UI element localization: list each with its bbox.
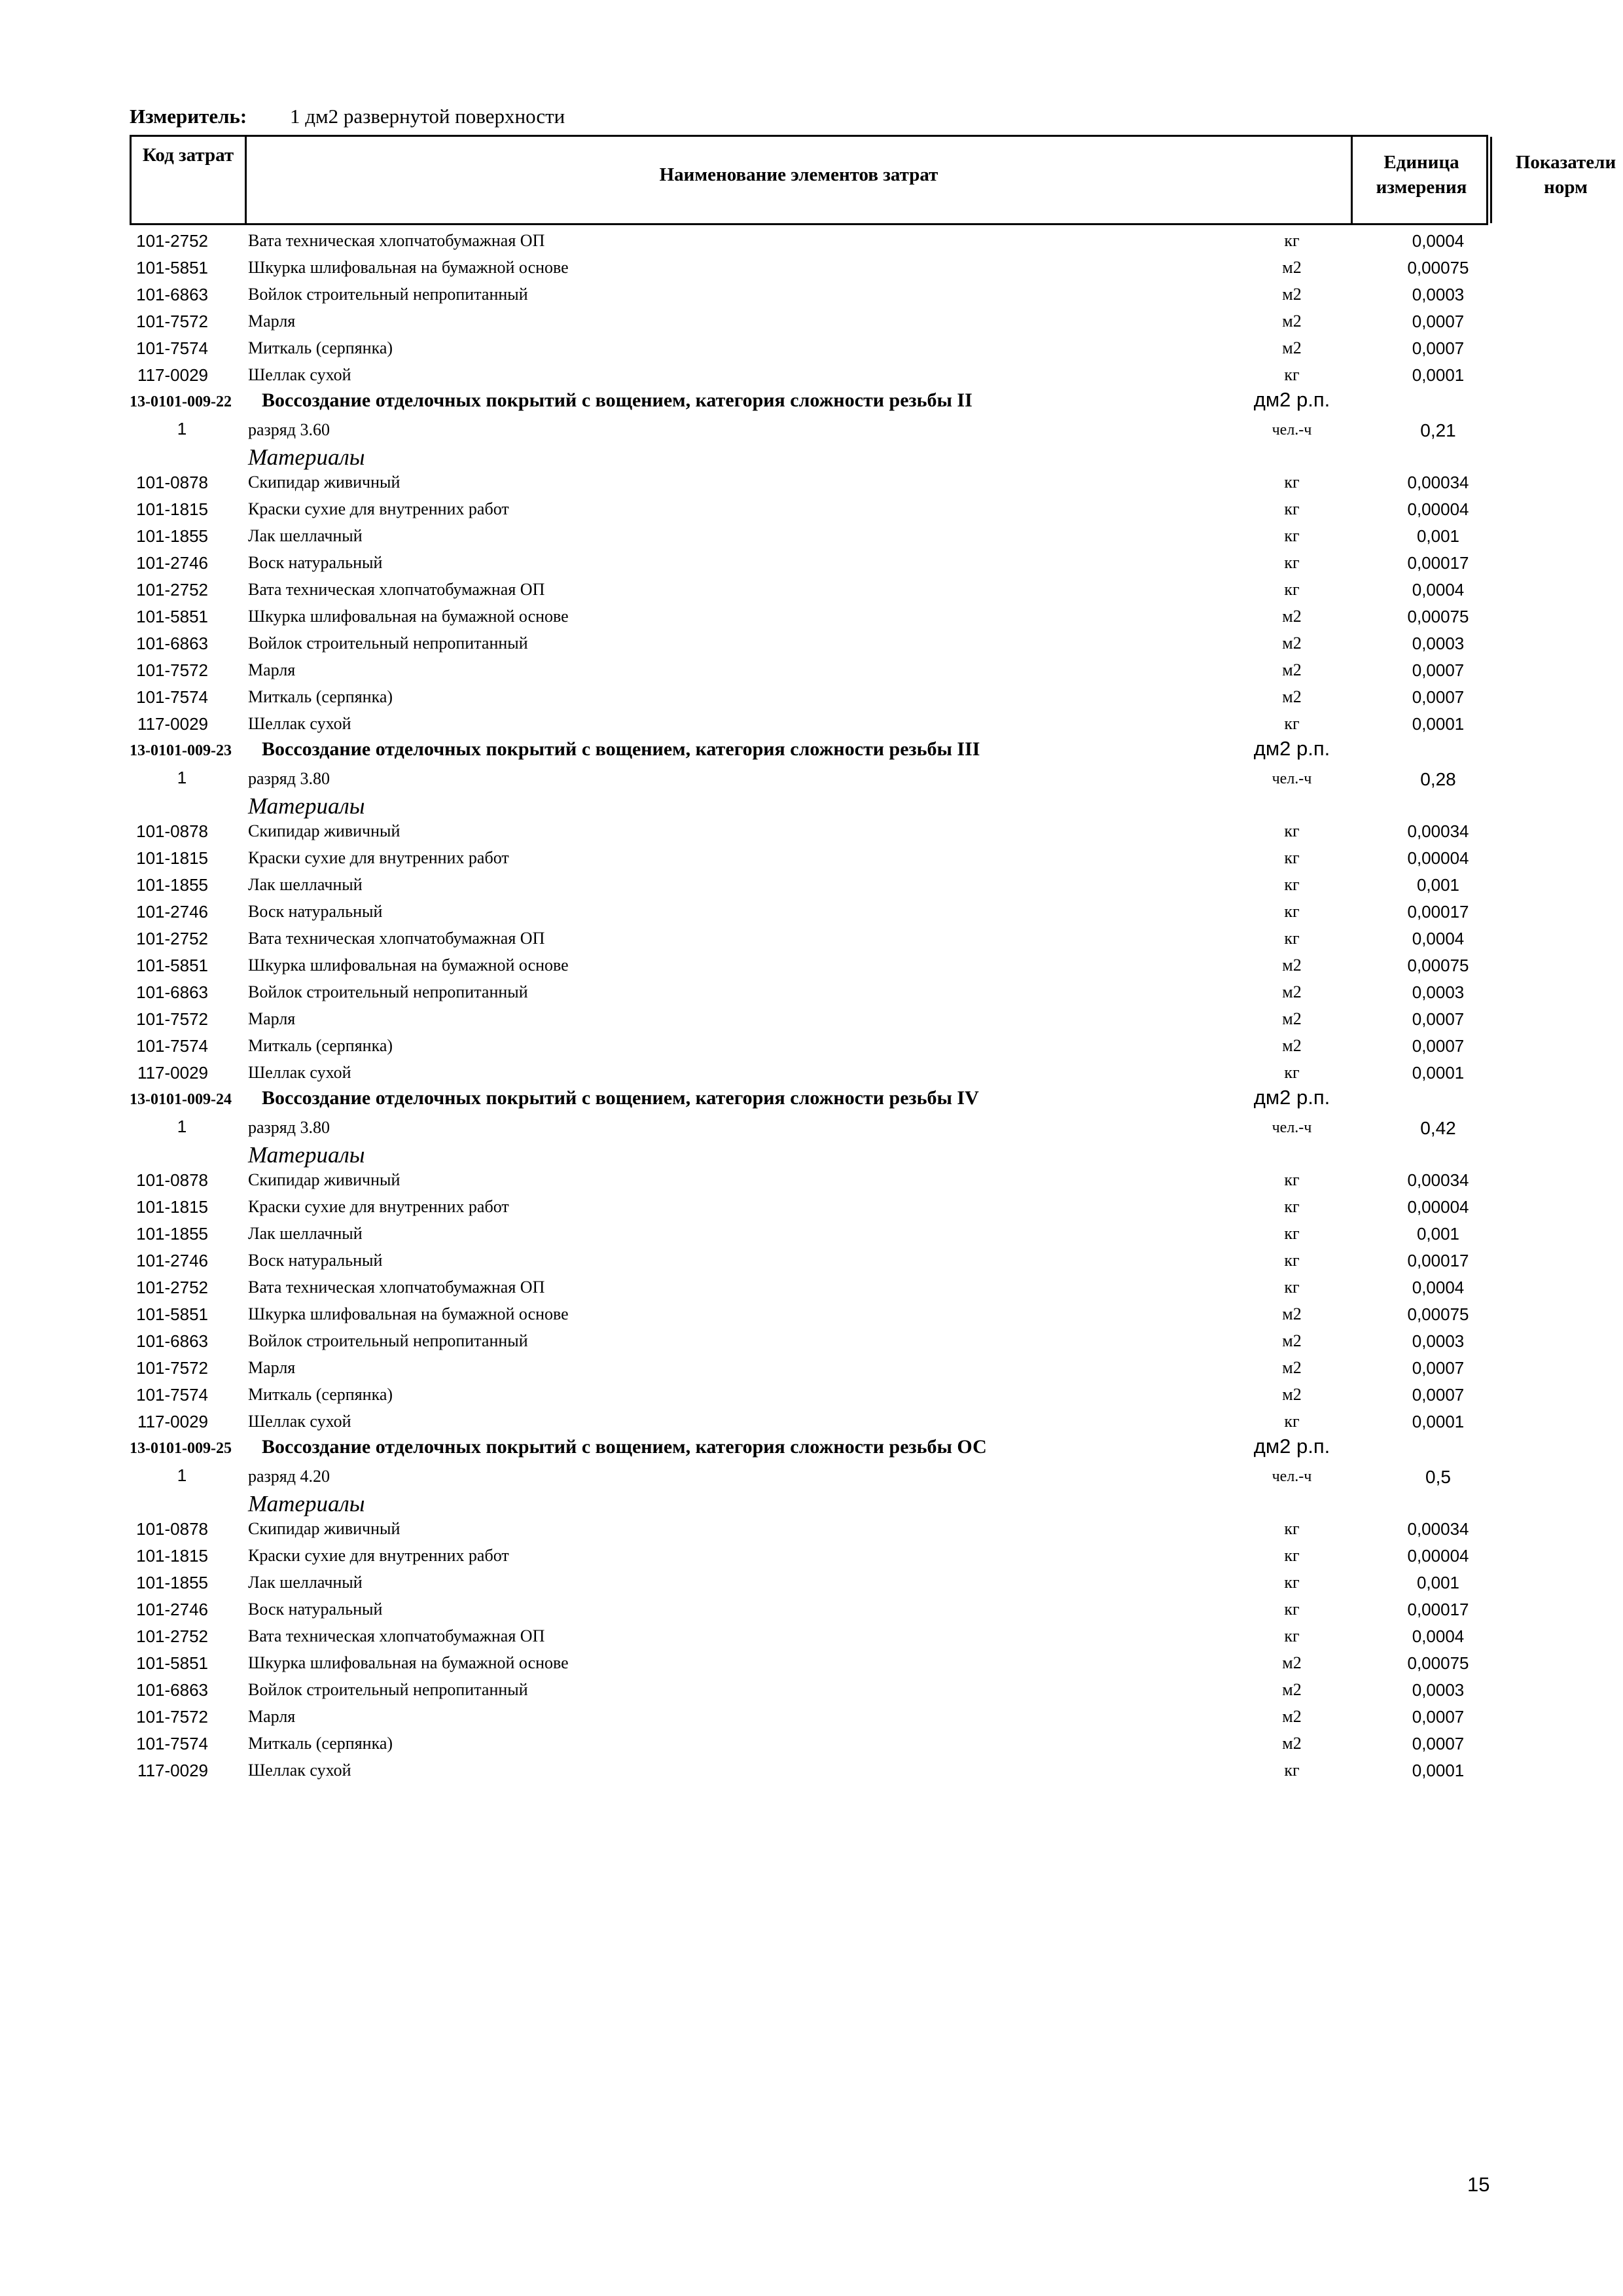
table-row bbox=[0, 1192, 1623, 1219]
cost-code: 101-6863 bbox=[136, 982, 208, 1002]
cost-code: 101-0878 bbox=[136, 1170, 208, 1190]
unit: кг bbox=[1284, 848, 1300, 867]
materials-heading-row bbox=[0, 789, 1623, 819]
table-row bbox=[0, 1165, 1623, 1192]
element-name: Войлок строительный непропитанный bbox=[248, 982, 528, 1001]
table-row bbox=[0, 333, 1623, 360]
unit: кг bbox=[1284, 1600, 1300, 1619]
norm-value: 0,00034 bbox=[1407, 1519, 1469, 1539]
unit: чел.-ч bbox=[1272, 422, 1312, 439]
cost-code: 101-2746 bbox=[136, 553, 208, 573]
element-name: Материалы bbox=[248, 793, 365, 819]
table-row bbox=[0, 1514, 1623, 1541]
norm-value: 0,0004 bbox=[1412, 1278, 1465, 1297]
element-name: Скипидар живичный bbox=[248, 1170, 401, 1189]
table-row bbox=[0, 1568, 1623, 1594]
table-row bbox=[0, 1246, 1623, 1272]
element-name: Вата техническая хлопчатобумажная ОП bbox=[248, 1626, 545, 1645]
cost-code: 1 bbox=[177, 1117, 187, 1136]
unit: чел.-ч bbox=[1272, 1119, 1312, 1136]
cost-code: 1 bbox=[177, 1465, 187, 1485]
norm-value: 0,00004 bbox=[1407, 1197, 1469, 1217]
norm-value: 0,0003 bbox=[1412, 634, 1465, 653]
table-row bbox=[0, 494, 1623, 521]
element-name: Шкурка шлифовальная на бумажной основе bbox=[248, 607, 569, 626]
norm-value: 0,0001 bbox=[1412, 365, 1465, 385]
norm-value: 0,0001 bbox=[1412, 1761, 1465, 1780]
unit: м2 bbox=[1282, 982, 1302, 1001]
cost-code: 1 bbox=[177, 768, 187, 787]
cost-code: 101-5851 bbox=[136, 1304, 208, 1324]
cost-code: 117-0029 bbox=[137, 365, 208, 385]
header-norm-line1: Показатели bbox=[1515, 152, 1616, 173]
table-row bbox=[0, 870, 1623, 897]
table-row bbox=[0, 655, 1623, 682]
norm-value: 0,00075 bbox=[1407, 607, 1469, 626]
element-name: Миткаль (серпянка) bbox=[248, 1036, 393, 1055]
header-norm-line2: норм bbox=[1544, 177, 1588, 198]
unit: м2 bbox=[1282, 285, 1302, 304]
element-name: Воск натуральный bbox=[248, 553, 383, 572]
element-name: Шеллак сухой bbox=[248, 714, 351, 733]
element-name: Шеллак сухой bbox=[248, 1412, 351, 1431]
norm-value: 0,00017 bbox=[1407, 1251, 1469, 1270]
cost-code: 101-0878 bbox=[136, 473, 208, 492]
element-name: Краски сухие для внутренних работ bbox=[248, 848, 509, 867]
element-name: Краски сухие для внутренних работ bbox=[248, 499, 509, 518]
unit: кг bbox=[1284, 1251, 1300, 1270]
element-name: разряд 3.60 bbox=[248, 420, 330, 439]
table-row bbox=[0, 1755, 1623, 1782]
unit: м2 bbox=[1282, 1358, 1302, 1377]
cost-code: 101-2746 bbox=[136, 902, 208, 922]
norm-value: 0,00017 bbox=[1407, 902, 1469, 922]
norm-value: 0,0004 bbox=[1412, 231, 1465, 251]
materials-heading-row bbox=[0, 440, 1623, 470]
table-header bbox=[130, 135, 1616, 225]
cost-code: 101-2746 bbox=[136, 1251, 208, 1270]
norm-value: 0,00075 bbox=[1407, 258, 1469, 278]
unit: чел.-ч bbox=[1272, 1468, 1312, 1485]
norm-value: 0,21 bbox=[1420, 420, 1456, 440]
element-name: Вата техническая хлопчатобумажная ОП bbox=[248, 231, 545, 250]
element-name: Вата техническая хлопчатобумажная ОП bbox=[248, 580, 545, 599]
unit: м2 bbox=[1282, 1036, 1302, 1055]
cost-code: 13-0101-009-22 bbox=[130, 393, 232, 410]
meter-value: 1 дм2 развернутой поверхности bbox=[290, 105, 565, 128]
unit: кг bbox=[1284, 580, 1300, 599]
table-row bbox=[0, 521, 1623, 548]
cost-code: 101-1815 bbox=[136, 848, 208, 868]
table-row bbox=[0, 1326, 1623, 1353]
element-name: Воссоздание отделочных покрытий с вощением, категория сложности резьбы II bbox=[262, 389, 972, 411]
table-row bbox=[0, 1594, 1623, 1621]
labor-row bbox=[0, 1111, 1623, 1138]
table-row bbox=[0, 1729, 1623, 1755]
unit: кг bbox=[1284, 553, 1300, 572]
table-row bbox=[0, 628, 1623, 655]
cost-code: 117-0029 bbox=[137, 1412, 208, 1431]
materials-heading-row bbox=[0, 1138, 1623, 1168]
table-row bbox=[0, 467, 1623, 494]
unit: дм2 р.п. bbox=[1253, 737, 1330, 760]
element-name: Шеллак сухой bbox=[248, 1761, 351, 1780]
unit: кг bbox=[1284, 875, 1300, 894]
table-row bbox=[0, 1004, 1623, 1031]
norm-value: 0,0007 bbox=[1412, 1385, 1465, 1405]
norm-value: 0,0004 bbox=[1412, 580, 1465, 600]
unit: чел.-ч bbox=[1272, 770, 1312, 787]
element-name: Лак шеллачный bbox=[248, 526, 363, 545]
element-name: Воск натуральный bbox=[248, 1251, 383, 1270]
cost-code: 101-7572 bbox=[136, 1009, 208, 1029]
cost-code: 101-2746 bbox=[136, 1600, 208, 1619]
cost-code: 101-6863 bbox=[136, 1331, 208, 1351]
table-row bbox=[0, 601, 1623, 628]
element-name: Шкурка шлифовальная на бумажной основе bbox=[248, 1653, 569, 1672]
norm-value: 0,5 bbox=[1425, 1467, 1451, 1487]
element-name: Марля bbox=[248, 1009, 296, 1028]
element-name: Марля bbox=[248, 1707, 296, 1726]
element-name: Войлок строительный непропитанный bbox=[248, 1331, 528, 1350]
element-name: Краски сухие для внутренних работ bbox=[248, 1197, 509, 1216]
table-row bbox=[0, 253, 1623, 279]
cost-code: 101-1855 bbox=[136, 526, 208, 546]
element-name: Воссоздание отделочных покрытий с вощением, категория сложности резьбы III bbox=[262, 738, 980, 760]
cost-code: 101-0878 bbox=[136, 1519, 208, 1539]
element-name: Материалы bbox=[248, 1142, 365, 1168]
unit: м2 bbox=[1282, 1304, 1302, 1323]
element-name: Войлок строительный непропитанный bbox=[248, 1680, 528, 1699]
unit: м2 bbox=[1282, 1009, 1302, 1028]
element-name: Марля bbox=[248, 1358, 296, 1377]
cost-code: 101-2752 bbox=[136, 1626, 208, 1646]
norm-value: 0,0003 bbox=[1412, 1680, 1465, 1700]
unit: дм2 р.п. bbox=[1253, 388, 1330, 411]
element-name: Скипидар живичный bbox=[248, 821, 401, 840]
unit: кг bbox=[1284, 1224, 1300, 1243]
norm-value: 0,0007 bbox=[1412, 1734, 1465, 1753]
cost-code: 101-7572 bbox=[136, 660, 208, 680]
unit: м2 bbox=[1282, 1385, 1302, 1404]
unit: м2 bbox=[1282, 312, 1302, 331]
element-name: Лак шеллачный bbox=[248, 1573, 363, 1592]
element-name: Войлок строительный непропитанный bbox=[248, 285, 528, 304]
unit: м2 bbox=[1282, 956, 1302, 975]
header-name: Наименование элементов затрат bbox=[247, 137, 1353, 223]
element-name: Миткаль (серпянка) bbox=[248, 687, 393, 706]
unit: м2 bbox=[1282, 1331, 1302, 1350]
cost-code: 101-6863 bbox=[136, 1680, 208, 1700]
table-row bbox=[0, 1541, 1623, 1568]
section-row bbox=[0, 1433, 1623, 1460]
unit: кг bbox=[1284, 1546, 1300, 1565]
norm-value: 0,0007 bbox=[1412, 687, 1465, 707]
element-name: разряд 3.80 bbox=[248, 1118, 330, 1137]
section-row bbox=[0, 387, 1623, 414]
table-row bbox=[0, 843, 1623, 870]
unit: дм2 р.п. bbox=[1253, 1435, 1330, 1458]
element-name: Лак шеллачный bbox=[248, 1224, 363, 1243]
cost-code: 101-7574 bbox=[136, 1036, 208, 1056]
norm-value: 0,001 bbox=[1416, 526, 1460, 546]
element-name: Шкурка шлифовальная на бумажной основе bbox=[248, 258, 569, 277]
norm-value: 0,00075 bbox=[1407, 956, 1469, 975]
table-row bbox=[0, 682, 1623, 709]
table-row bbox=[0, 924, 1623, 950]
header-norm bbox=[1492, 137, 1623, 223]
cost-code: 101-5851 bbox=[136, 258, 208, 278]
table-row bbox=[0, 1219, 1623, 1246]
norm-value: 0,0007 bbox=[1412, 1358, 1465, 1378]
cost-code: 101-1815 bbox=[136, 1197, 208, 1217]
cost-code: 101-6863 bbox=[136, 634, 208, 653]
element-name: Воск натуральный bbox=[248, 902, 383, 921]
table-row bbox=[0, 1353, 1623, 1380]
element-name: Миткаль (серпянка) bbox=[248, 1734, 393, 1753]
cost-code: 101-5851 bbox=[136, 1653, 208, 1673]
element-name: Воск натуральный bbox=[248, 1600, 383, 1619]
unit: кг bbox=[1284, 526, 1300, 545]
meter-label: Измеритель: bbox=[130, 105, 247, 128]
table-row bbox=[0, 306, 1623, 333]
section-row bbox=[0, 1085, 1623, 1111]
cost-code: 101-1815 bbox=[136, 499, 208, 519]
norm-value: 0,0001 bbox=[1412, 1063, 1465, 1083]
labor-row bbox=[0, 762, 1623, 789]
unit: кг bbox=[1284, 1626, 1300, 1645]
norm-value: 0,0007 bbox=[1412, 660, 1465, 680]
table-row bbox=[0, 1675, 1623, 1702]
cost-code: 101-2752 bbox=[136, 1278, 208, 1297]
table-row bbox=[0, 1702, 1623, 1729]
element-name: Шеллак сухой bbox=[248, 365, 351, 384]
element-name: Материалы bbox=[248, 444, 365, 470]
unit: кг bbox=[1284, 1197, 1300, 1216]
element-name: Лак шеллачный bbox=[248, 875, 363, 894]
norm-value: 0,00004 bbox=[1407, 499, 1469, 519]
unit: дм2 р.п. bbox=[1253, 1086, 1330, 1109]
norm-value: 0,0001 bbox=[1412, 1412, 1465, 1431]
norm-value: 0,001 bbox=[1416, 875, 1460, 895]
unit: кг bbox=[1284, 1278, 1300, 1297]
unit: кг bbox=[1284, 473, 1300, 492]
unit: м2 bbox=[1282, 687, 1302, 706]
cost-code: 117-0029 bbox=[137, 1063, 208, 1083]
unit: кг bbox=[1284, 821, 1300, 840]
cost-code: 101-7572 bbox=[136, 1358, 208, 1378]
cost-code: 101-1855 bbox=[136, 1573, 208, 1592]
cost-code: 101-6863 bbox=[136, 285, 208, 304]
labor-row bbox=[0, 1460, 1623, 1487]
cost-code: 101-0878 bbox=[136, 821, 208, 841]
unit: м2 bbox=[1282, 338, 1302, 357]
labor-row bbox=[0, 414, 1623, 440]
norm-value: 0,0001 bbox=[1412, 714, 1465, 734]
cost-code: 101-2752 bbox=[136, 929, 208, 948]
unit: м2 bbox=[1282, 660, 1302, 679]
norm-value: 0,00004 bbox=[1407, 1546, 1469, 1566]
cost-code: 1 bbox=[177, 419, 187, 439]
cost-code: 101-7574 bbox=[136, 1734, 208, 1753]
norm-value: 0,001 bbox=[1416, 1573, 1460, 1592]
element-name: Материалы bbox=[248, 1491, 365, 1516]
table-row bbox=[0, 1058, 1623, 1085]
norm-value: 0,0003 bbox=[1412, 982, 1465, 1002]
unit: м2 bbox=[1282, 1680, 1302, 1699]
unit: кг bbox=[1284, 929, 1300, 948]
element-name: Краски сухие для внутренних работ bbox=[248, 1546, 509, 1565]
unit: кг bbox=[1284, 1573, 1300, 1592]
cost-code: 13-0101-009-24 bbox=[130, 1091, 232, 1108]
element-name: Миткаль (серпянка) bbox=[248, 1385, 393, 1404]
norm-value: 0,001 bbox=[1416, 1224, 1460, 1244]
norm-value: 0,0007 bbox=[1412, 338, 1465, 358]
element-name: Шеллак сухой bbox=[248, 1063, 351, 1082]
unit: м2 bbox=[1282, 1653, 1302, 1672]
cost-code: 101-7574 bbox=[136, 338, 208, 358]
table-row bbox=[0, 950, 1623, 977]
norm-value: 0,0007 bbox=[1412, 1036, 1465, 1056]
element-name: Войлок строительный непропитанный bbox=[248, 634, 528, 653]
cost-code: 101-5851 bbox=[136, 607, 208, 626]
table-row bbox=[0, 1621, 1623, 1648]
norm-value: 0,00034 bbox=[1407, 473, 1469, 492]
cost-code: 101-2752 bbox=[136, 580, 208, 600]
cost-code: 101-5851 bbox=[136, 956, 208, 975]
unit: кг bbox=[1284, 714, 1300, 733]
cost-code: 101-1855 bbox=[136, 1224, 208, 1244]
norm-value: 0,0007 bbox=[1412, 1009, 1465, 1029]
table-row bbox=[0, 1031, 1623, 1058]
unit: кг bbox=[1284, 1063, 1300, 1082]
norm-value: 0,0003 bbox=[1412, 1331, 1465, 1351]
element-name: Шкурка шлифовальная на бумажной основе bbox=[248, 1304, 569, 1323]
norm-value: 0,0003 bbox=[1412, 285, 1465, 304]
cost-code: 13-0101-009-25 bbox=[130, 1440, 232, 1457]
unit: м2 bbox=[1282, 1734, 1302, 1753]
element-name: Марля bbox=[248, 312, 296, 331]
table-row bbox=[0, 360, 1623, 387]
cost-code: 101-7574 bbox=[136, 687, 208, 707]
norm-value: 0,00017 bbox=[1407, 1600, 1469, 1619]
norm-value: 0,00004 bbox=[1407, 848, 1469, 868]
table-row bbox=[0, 1299, 1623, 1326]
norm-value: 0,42 bbox=[1420, 1118, 1456, 1138]
table-row bbox=[0, 816, 1623, 843]
norm-value: 0,0004 bbox=[1412, 929, 1465, 948]
meter-line bbox=[130, 105, 565, 128]
table-row bbox=[0, 279, 1623, 306]
norm-value: 0,0007 bbox=[1412, 312, 1465, 331]
table-row bbox=[0, 1407, 1623, 1433]
norm-value: 0,00034 bbox=[1407, 821, 1469, 841]
header-code: Код затрат bbox=[132, 137, 247, 223]
table-row bbox=[0, 1380, 1623, 1407]
element-name: Вата техническая хлопчатобумажная ОП bbox=[248, 1278, 545, 1297]
table-row bbox=[0, 977, 1623, 1004]
norm-value: 0,00075 bbox=[1407, 1653, 1469, 1673]
norm-value: 0,00075 bbox=[1407, 1304, 1469, 1324]
page-number: 15 bbox=[1467, 2173, 1490, 2196]
norm-value: 0,0007 bbox=[1412, 1707, 1465, 1727]
cost-code: 117-0029 bbox=[137, 1761, 208, 1780]
unit: кг bbox=[1284, 499, 1300, 518]
norm-value: 0,00034 bbox=[1407, 1170, 1469, 1190]
unit: кг bbox=[1284, 365, 1300, 384]
element-name: разряд 3.80 bbox=[248, 769, 330, 788]
unit: м2 bbox=[1282, 634, 1302, 653]
element-name: Вата техническая хлопчатобумажная ОП bbox=[248, 929, 545, 948]
cost-code: 101-1815 bbox=[136, 1546, 208, 1566]
element-name: Воссоздание отделочных покрытий с вощением, категория сложности резьбы IV bbox=[262, 1087, 979, 1109]
materials-heading-row bbox=[0, 1487, 1623, 1514]
table-row bbox=[0, 1272, 1623, 1299]
unit: м2 bbox=[1282, 607, 1302, 626]
unit: м2 bbox=[1282, 258, 1302, 277]
table-row bbox=[0, 1648, 1623, 1675]
element-name: Шкурка шлифовальная на бумажной основе bbox=[248, 956, 569, 975]
table-row bbox=[0, 548, 1623, 575]
table-row bbox=[0, 575, 1623, 601]
cost-code: 101-1855 bbox=[136, 875, 208, 895]
cost-code: 101-7572 bbox=[136, 312, 208, 331]
norm-value: 0,00017 bbox=[1407, 553, 1469, 573]
cost-code: 101-7572 bbox=[136, 1707, 208, 1727]
unit: м2 bbox=[1282, 1707, 1302, 1726]
table-row bbox=[0, 226, 1623, 253]
section-row bbox=[0, 736, 1623, 762]
header-unit bbox=[1353, 137, 1492, 223]
unit: кг bbox=[1284, 231, 1300, 250]
element-name: Скипидар живичный bbox=[248, 1519, 401, 1538]
cost-code: 117-0029 bbox=[137, 714, 208, 734]
cost-code: 101-2752 bbox=[136, 231, 208, 251]
norm-value: 0,0004 bbox=[1412, 1626, 1465, 1646]
unit: кг bbox=[1284, 1519, 1300, 1538]
unit: кг bbox=[1284, 902, 1300, 921]
table-row bbox=[0, 709, 1623, 736]
header-unit-line1: Единица bbox=[1383, 152, 1459, 173]
element-name: Миткаль (серпянка) bbox=[248, 338, 393, 357]
unit: кг bbox=[1284, 1761, 1300, 1780]
element-name: Марля bbox=[248, 660, 296, 679]
unit: кг bbox=[1284, 1412, 1300, 1431]
element-name: Скипидар живичный bbox=[248, 473, 401, 492]
unit: кг bbox=[1284, 1170, 1300, 1189]
element-name: Воссоздание отделочных покрытий с вощением, категория сложности резьбы ОС bbox=[262, 1436, 987, 1458]
cost-code: 101-7574 bbox=[136, 1385, 208, 1405]
norm-value: 0,28 bbox=[1420, 769, 1456, 789]
table-row bbox=[0, 897, 1623, 924]
header-unit-line2: измерения bbox=[1376, 177, 1467, 198]
cost-code: 13-0101-009-23 bbox=[130, 742, 232, 759]
element-name: разряд 4.20 bbox=[248, 1467, 330, 1486]
